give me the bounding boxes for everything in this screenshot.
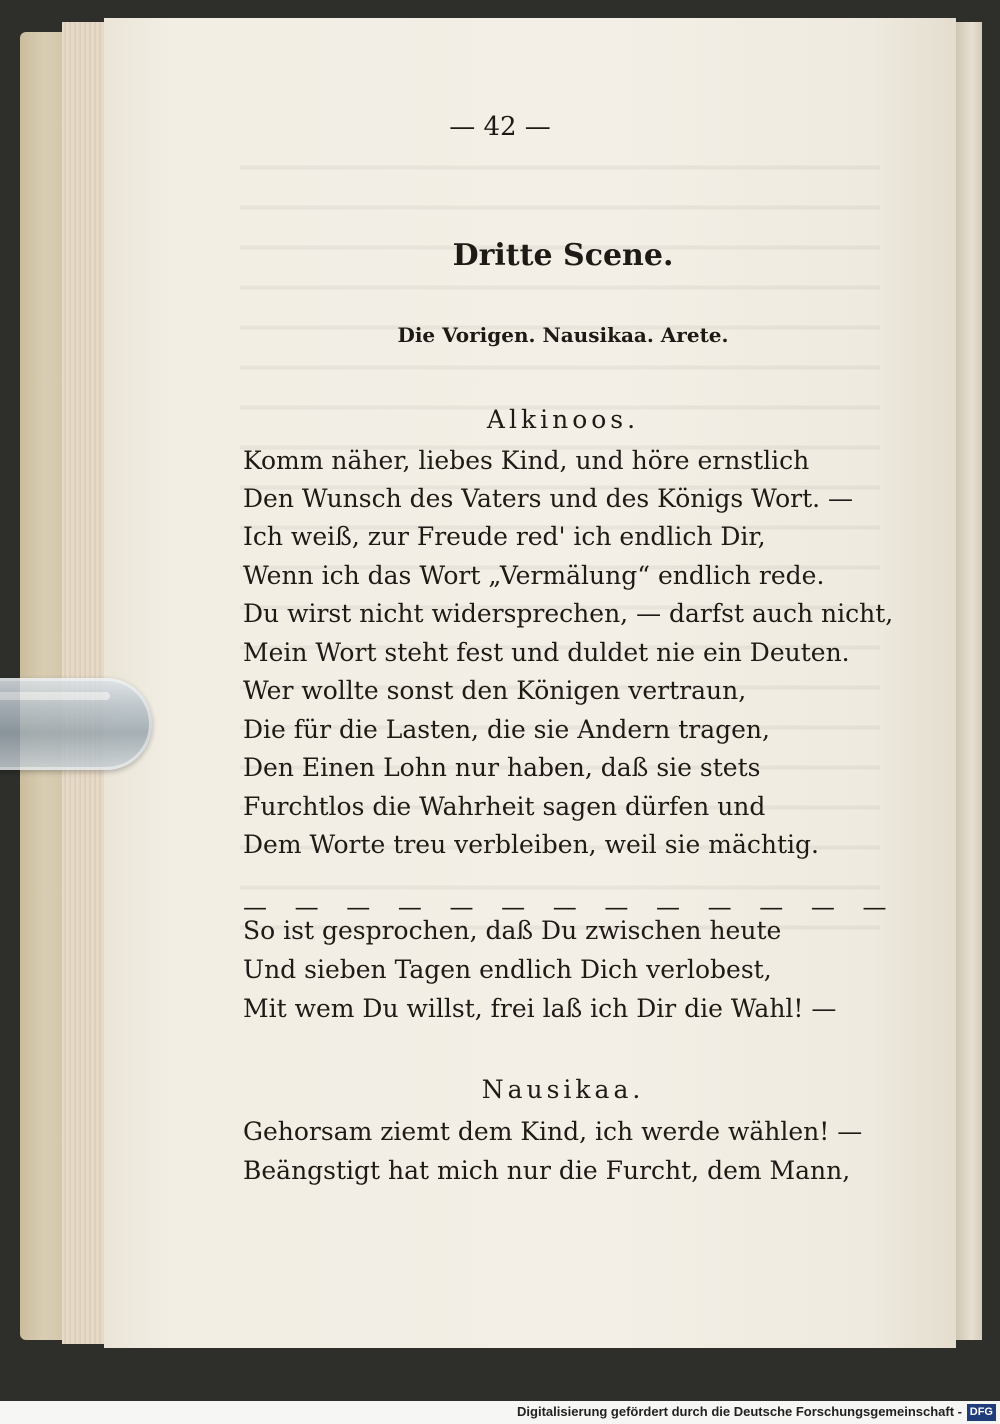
digitization-footer xyxy=(0,1401,1000,1424)
verse-line: Gehorsam ziemt dem Kind, ich werde wählen! — xyxy=(243,1117,863,1146)
verse-line: Und sieben Tagen endlich Dich verlobest, xyxy=(243,955,772,984)
verse-line: Furchtlos die Wahrheit sagen dürfen und xyxy=(243,792,766,821)
verse-line: Den Einen Lohn nur haben, daß sie stets xyxy=(243,753,761,782)
verse-line: Komm näher, liebes Kind, und höre ernstlich xyxy=(243,446,810,475)
verse-line: Wer wollte sonst den Königen vertraun, xyxy=(243,676,747,705)
verse-line: Den Wunsch des Vaters und des Königs Wort. — xyxy=(243,484,854,513)
speaker-alkinoos: Alkinoos. xyxy=(486,405,640,434)
cast-list: Die Vorigen. Nausikaa. Arete. xyxy=(397,323,729,347)
verse-line: So ist gesprochen, daß Du zwischen heute xyxy=(243,916,782,945)
verse-line: Die für die Lasten, die sie Andern tragen, xyxy=(243,715,770,744)
page-number: — 42 — xyxy=(449,112,551,142)
verse-line: Dem Worte treu verbleiben, weil sie mächtig. xyxy=(243,830,819,859)
page-holder-clip xyxy=(0,678,152,770)
facing-page-edge xyxy=(956,22,982,1340)
verse-line: Beängstigt hat mich nur die Furcht, dem Mann, xyxy=(243,1156,851,1185)
scene-title: Dritte Scene. xyxy=(452,238,674,273)
footer-credit: Digitalisierung gefördert durch die Deutsche Forschungsgemeinschaft - xyxy=(517,1404,962,1419)
verse-line: Ich weiß, zur Freude red' ich endlich Dir, xyxy=(243,522,766,551)
verse-line: Du wirst nicht widersprechen, — darfst auch nicht, xyxy=(243,599,894,628)
dfg-logo: DFG xyxy=(967,1404,996,1421)
dash-separator: — — — — — — — — — — — — — xyxy=(243,893,897,921)
verse-line: Mein Wort steht fest und duldet nie ein Deuten. xyxy=(243,638,850,667)
speaker-nausikaa: Nausikaa. xyxy=(481,1075,645,1104)
verse-line: Mit wem Du willst, frei laß ich Dir die Wahl! — xyxy=(243,994,837,1023)
verse-line: Wenn ich das Wort „Vermälung“ endlich rede. xyxy=(243,561,825,590)
